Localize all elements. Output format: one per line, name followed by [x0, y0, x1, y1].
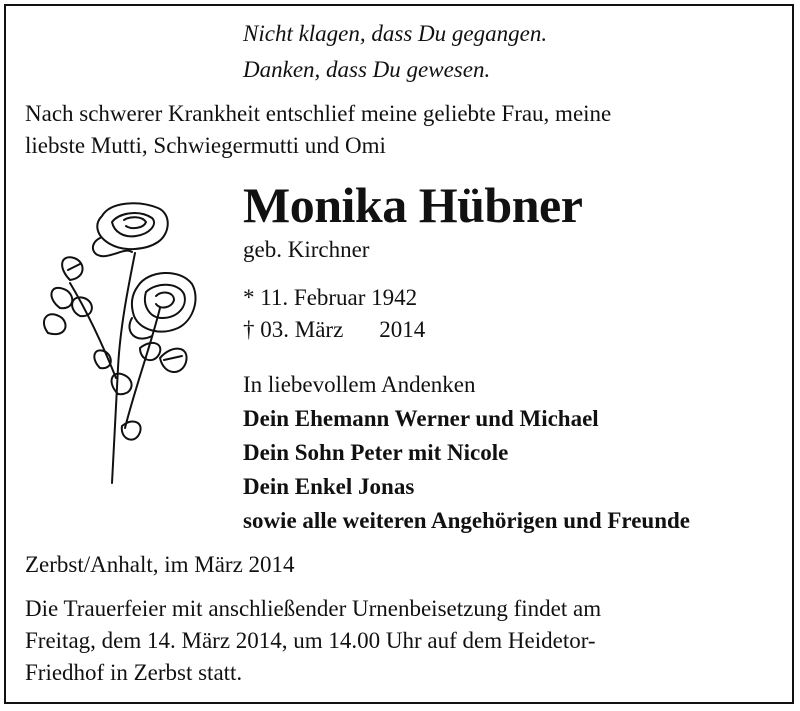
death-date	[243, 318, 425, 341]
deceased-name: Monika Hübner	[243, 177, 583, 233]
death-year: 2014	[379, 317, 426, 342]
mourner-line-2: Dein Sohn Peter mit Nicole	[243, 440, 509, 465]
intro-line-1: Nach schwerer Krankheit entschlief meine geliebte Frau, meine	[25, 101, 612, 126]
funeral-line-3: Friedhof in Zerbst statt.	[25, 660, 243, 685]
motto-line-1: Nicht klagen, dass Du gegangen.	[243, 21, 548, 46]
rose-illustration-icon	[40, 198, 200, 488]
death-date-label: † 03. März	[243, 317, 344, 342]
mourner-line-4: sowie alle weiteren Angehörigen und Freunde	[243, 508, 691, 533]
funeral-line-2: Freitag, dem 14. März 2014, um 14.00 Uhr auf dem Heidetor-	[25, 628, 596, 653]
funeral-line-1: Die Trauerfeier mit anschließender Urnenbeisetzung findet am	[25, 596, 602, 621]
mourner-line-3: Dein Enkel Jonas	[243, 474, 415, 499]
intro-line-2: liebste Mutti, Schwiegermutti und Omi	[25, 133, 386, 158]
birth-date: * 11. Februar 1942	[243, 285, 418, 310]
motto-line-2: Danken, dass Du gewesen.	[243, 57, 491, 82]
remembrance-line: In liebevollem Andenken	[243, 372, 476, 397]
place-date: Zerbst/Anhalt, im März 2014	[25, 552, 295, 577]
maiden-name: geb. Kirchner	[243, 237, 370, 262]
mourner-line-1: Dein Ehemann Werner und Michael	[243, 406, 599, 431]
